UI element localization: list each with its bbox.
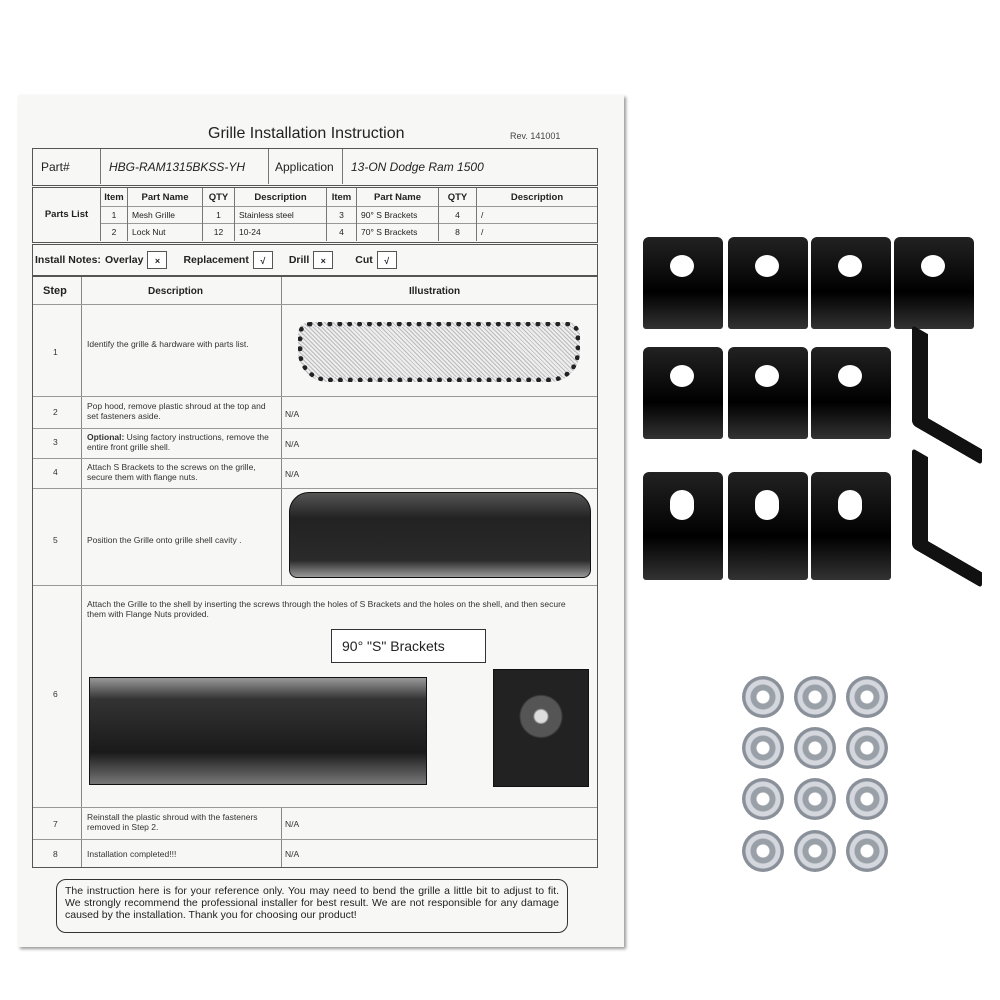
optional-label: Optional: <box>87 432 125 442</box>
step-text: Identify the grille & hardware with parts list. <box>87 339 249 349</box>
revision: Rev. 141001 <box>510 131 561 141</box>
part-desc: / <box>481 227 484 237</box>
lock-nut <box>742 676 784 718</box>
lock-nut <box>742 727 784 769</box>
step-illustration: N/A <box>285 849 300 859</box>
part-qty: 8 <box>439 223 477 241</box>
description-header: Description <box>148 286 204 297</box>
part-name: 70° S Brackets <box>357 223 439 241</box>
lock-nut <box>846 830 888 872</box>
part-row <box>32 148 598 186</box>
document-title: Grille Installation Instruction <box>208 125 405 142</box>
note-drill: Drill <box>288 254 310 266</box>
step-number: 8 <box>53 849 58 859</box>
step-text: Installation completed!!! <box>87 849 177 859</box>
part-item: 4 <box>327 223 357 241</box>
disclaimer: The instruction here is for your reference only. You may need to bend the grille a little bit to adjust to fit. We strongly recommend the professional installer for best result. We are not responsible for any damage caused by the installation. Thank you for choosing our product! <box>56 879 568 933</box>
step-number: 2 <box>53 407 58 417</box>
part-item: 3 <box>327 206 357 223</box>
step-number: 7 <box>53 819 58 829</box>
col-item-2: Item <box>327 188 357 206</box>
step-illustration: N/A <box>285 439 300 449</box>
step-text: Attach S Brackets to the screws on the grille, secure them with flange nuts. <box>87 462 256 482</box>
part-desc: / <box>481 209 484 220</box>
col-part-name-2: Part Name <box>357 188 439 206</box>
part-name: Lock Nut <box>128 223 203 241</box>
step-number: 5 <box>53 535 58 545</box>
part-number: HBG-RAM1315BKSS-YH <box>101 149 269 184</box>
bracket-closeup-photo <box>493 669 589 787</box>
install-notes-label: Install Notes: <box>35 254 101 266</box>
grille-install-photo <box>89 677 427 785</box>
part-item: 1 <box>101 206 128 223</box>
s-bracket <box>643 237 723 329</box>
lock-nut <box>794 676 836 718</box>
parts-list <box>32 187 598 243</box>
brackets-callout: 90° "S" Brackets <box>331 629 486 663</box>
part-name: 90° S Brackets <box>357 206 439 223</box>
s-bracket-side <box>912 325 982 465</box>
lock-nut <box>794 778 836 820</box>
overlay-checkbox: × <box>147 251 167 269</box>
part-desc: 10-24 <box>235 223 327 241</box>
drill-checkbox: × <box>313 251 333 269</box>
part-desc: Stainless steel <box>235 206 327 223</box>
lock-nut <box>742 830 784 872</box>
lock-nut <box>742 778 784 820</box>
part-name: Mesh Grille <box>128 206 203 223</box>
step-text: Attach the Grille to the shell by inserting the screws through the holes of S Brackets and the holes on the shell, and then secure them with Flange Nuts provided. <box>87 599 566 619</box>
s-bracket <box>643 472 723 580</box>
s-bracket <box>811 237 891 329</box>
application-label: Application <box>269 149 343 184</box>
note-overlay: Overlay <box>104 254 144 266</box>
install-notes <box>32 244 598 276</box>
step-number: 3 <box>53 437 58 447</box>
note-cut: Cut <box>355 254 373 266</box>
part-qty: 1 <box>203 206 235 223</box>
s-bracket <box>728 237 808 329</box>
step-header: Step <box>43 285 67 297</box>
grille-shell-photo <box>289 492 591 578</box>
replacement-checkbox: √ <box>253 251 273 269</box>
step-illustration: N/A <box>285 819 300 829</box>
part-qty: 4 <box>439 206 477 223</box>
s-bracket <box>643 347 723 439</box>
col-description: Description <box>235 188 327 206</box>
step-text: Pop hood, remove plastic shroud at the top and set fasteners aside. <box>87 401 266 421</box>
note-replacement: Replacement <box>183 254 249 266</box>
s-bracket <box>811 347 891 439</box>
part-label: Part# <box>33 149 101 184</box>
illustration-header: Illustration <box>409 286 461 297</box>
part-item: 2 <box>101 223 128 241</box>
step-text: Using factory instructions, remove the entire front grille shell. <box>87 432 269 452</box>
lock-nut <box>846 676 888 718</box>
s-bracket <box>728 347 808 439</box>
lock-nut <box>794 727 836 769</box>
step-number: 4 <box>53 467 58 477</box>
application-value: 13-ON Dodge Ram 1500 <box>351 159 484 174</box>
s-bracket <box>894 237 974 329</box>
steps-table <box>32 276 598 868</box>
col-item: Item <box>101 188 128 206</box>
s-bracket <box>811 472 891 580</box>
step-text: Reinstall the plastic shroud with the fasteners removed in Step 2. <box>87 812 258 832</box>
step-number: 6 <box>53 689 58 699</box>
cut-checkbox: √ <box>377 251 397 269</box>
lock-nut <box>794 830 836 872</box>
col-qty: QTY <box>203 188 235 206</box>
grille-illustration <box>298 322 580 382</box>
lock-nut <box>846 778 888 820</box>
step-illustration: N/A <box>285 469 300 479</box>
step-illustration: N/A <box>285 409 300 419</box>
part-qty: 12 <box>203 223 235 241</box>
parts-list-label: Parts List <box>33 188 101 241</box>
s-bracket <box>728 472 808 580</box>
instruction-sheet <box>18 95 624 947</box>
col-description-2: Description <box>510 191 564 203</box>
step-text: Position the Grille onto grille shell cavity . <box>87 535 242 545</box>
col-part-name: Part Name <box>128 188 203 206</box>
s-bracket-side <box>912 448 982 588</box>
step-number: 1 <box>53 347 58 357</box>
lock-nut <box>846 727 888 769</box>
col-qty-2: QTY <box>439 188 477 206</box>
